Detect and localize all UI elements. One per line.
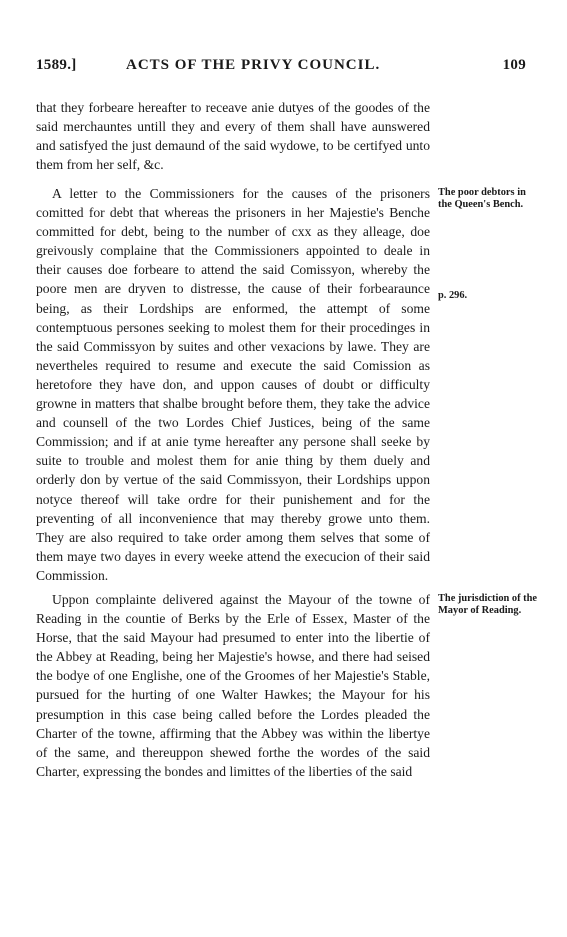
running-header [36, 57, 526, 81]
header-year: 1589.] [36, 57, 77, 73]
paragraph-letter-commissioners: A letter to the Commissioners for the causes of the prisoners comitted for debt that whereas the prisoners in her Majestie's Benche committed for debt, being to the number of cxx as they alleage, doe greivously complaine that the Commissioners appointed to deale in their causes doe forbeare to attend the said Comissyon, whereby the poore men are dryven to distresse, the cause of their forbearaunce being, as their Lordships are enformed, the attempt of some contemptuous persones seeking to molest them for their procedinges in the said Commissyon by suites and other vexacions by lawe. They are nevertheles required to resume and execute the said Comission as heretofore they have don, and uppon causes of doubt or difficulty growne in matters that shalbe brought before them, they take the advice and counsell of the two Lordes Chief Justices, being of the same Commission; and if at anie tyme hereafter any persone shall seeke by suite to trouble and molest them for anie thing by them duely and orderly don by vertue of the said Commissyon, their Lordships uppon notyce thereof will take ordre for their punishement and for the preventing of all inconvenience that may thereby growe unto them. They are also required to take order among them selves that some of them maye two dayes in every weeke attend the execucion of their said Commission. [36, 186, 430, 583]
margin-note-reading-jurisdiction: The jurisdiction of the Mayor of Reading. [438, 593, 538, 616]
paragraph-continuation: that they forbeare hereafter to receave anie dutyes of the goodes of the said merchauntes untill they and every of them shall have aunswered and satisfyed the just demaund of the said wydowe, to be certifyed unto them from her self, &c. [36, 100, 430, 173]
header-title: ACTS OF THE PRIVY COUNCIL. [126, 57, 381, 73]
margin-note-page-ref: p. 296. [438, 290, 468, 301]
paragraph-reading-mayour: Uppon complainte delivered against the Mayour of the towne of Reading in the countie of Berks by the Erle of Essex, Master of the Horse, that the said Mayour had presumed to enter into the libertie of the Abbey at Reading, being her Majestie's howse, and there had seised the bodye of one Englishe, one of the Groomes of her Majestie's Stable, pursued for the hurting of one Walter Hawkes; the Mayour for his presumption in this case being called before the Lordes pleaded the Charter of the towne, affirming that the Abbey was within the libertye of the same, and thereuppon shewed forthe the wordes of the said Charter, expressing the bondes and limittes of the liberties of the said [36, 592, 430, 779]
margin-note-poor-debtors: The poor debtors in the Queen's Bench. [438, 187, 526, 210]
page-number: 109 [502, 57, 526, 73]
